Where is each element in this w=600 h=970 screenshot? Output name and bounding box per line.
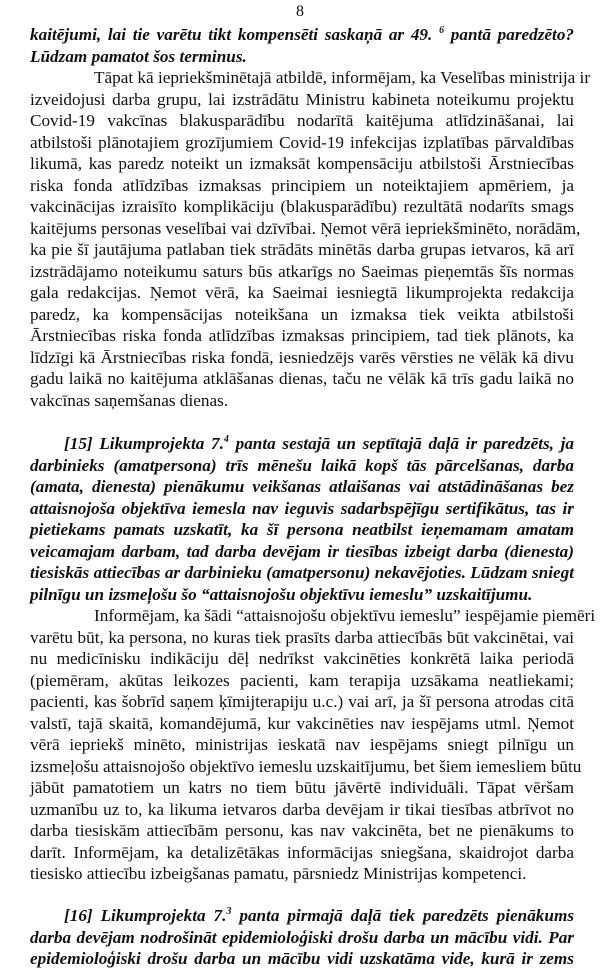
answer-14-line: likumā, kas paredz noteikt un izmaksāt kompensāciju atbilstoši Ārstniecības xyxy=(30,154,574,173)
question-16-line: epidemioloģiski drošu darba un mācību vidi uzskatāma vide, kurā ir zems xyxy=(30,949,574,968)
answer-15-line: Informējam, ka šādi “attaisnojošu objektīvu iemeslu” iespējamie piemēri xyxy=(94,606,596,625)
answer-14-line: Tāpat kā iepriekšminētajā atbildē, informējam, ka Veselības ministrija ir xyxy=(94,68,591,87)
answer-15-line: darba tiesiskām attiecībām personu, kas nav vakcinēta, bet ne pienākums to xyxy=(30,821,574,840)
question-15-line: (amata, dienesta) pienākumu veikšanas atlaišanas vai atstādināšanas bez xyxy=(30,477,574,496)
answer-14-line: gala redakcijas. Ņemot vērā, ka Saeimai iesniegtā likumprojekta redakcija xyxy=(30,283,574,302)
answer-15-line: vērā iepriekš minēto, ministrijas ieskatā nav iespējams sniegt pilnīgu un xyxy=(30,735,574,754)
answer-15-line: izsmeļošu attaisnojošo objektīvo iemeslu uzskaitījumu, bet šiem iemesliem būtu xyxy=(30,756,582,776)
answer-15-line: jābūt pamatotiem un katrs no tiem būtu jāvērtē individuāli. Tāpat vēršam xyxy=(30,778,574,797)
question-16-line: darba devējam nodrošināt epidemioloģiski drošu darba un mācību vidi. Par xyxy=(30,927,574,947)
page-number: 8 xyxy=(296,3,304,20)
question-15-line: veicamajam darbam, tad darba devējam ir tiesības izbeigt darba (dienesta) xyxy=(30,541,574,561)
answer-15-line: varētu būt, ka persona, no kuras tiek prasīts darba attiecībās būt vakcinētai, vai xyxy=(30,627,574,647)
question-15-line: tiesiskās attiecības ar darbinieku (amatpersonu) nekavējoties. Lūdzam sniegt xyxy=(30,563,574,582)
answer-14-line: vakcīnas saņemšanas dienas. xyxy=(30,390,229,410)
answer-15-line: tiesisko attiecību izbeigšanas pamatu, pārsniedz Ministrijas kompetenci. xyxy=(30,864,527,883)
answer-14-line: riska fonda atlīdzības izmaksas principiem un noteiktajiem apmēriem, ja xyxy=(30,175,574,195)
question-15-line: darbinieks (amatpersona) trīs mēnešu laikā kopš tās pārcelšanas, darba xyxy=(30,455,574,475)
answer-15-line: nu medicīnisku indikāciju dēļ nedrīkst vakcinēties konkrētā laika periodā xyxy=(30,649,574,668)
question-15-number: [15] xyxy=(64,434,93,453)
answer-14-line: paredz, ka kompensācijas noteikšana un izmaksa tiek veikta atbilstoši xyxy=(30,304,574,324)
answer-14-line: izstrādājamo noteikumu saturs būs atkarīgs no Saeimas pieņemtās šīs normas xyxy=(30,261,574,281)
answer-14-line: izveidojusi darba grupu, lai izstrādātu Ministru kabineta noteikumu projektu xyxy=(30,89,574,109)
answer-14-line: Ārstniecības riska fonda atlīdzības izmaksas principiem, tad tiek plānots, ka xyxy=(30,326,574,345)
question-16-line: [16] Likumprojekta 7.$^3$ panta pirmajā daļā tiek paredzēts pienākums xyxy=(64,906,575,925)
answer-14-line: Covid-19 vakcīnas blakusparādību nodarītā kaitējuma atlīdzināšanai, lai xyxy=(30,111,574,130)
answer-14-line: kaitējums personas veselībai vai dzīvībai. Ņemot vērā iepriekšminēto, norādām, xyxy=(30,218,581,238)
answer-15-line: valstī, tajā skaitā, komandējumā, kur vakcinēties nav iespējams utml. Ņemot xyxy=(30,713,574,733)
answer-14-line: vakcinācijas izraisīto komplikāciju (blakusparādību) rezultātā nodarīts smags xyxy=(30,197,574,216)
question-15-line: attaisnojoša objektīva iemesla nav ieguvis sadarbspējīgu sertifikātus, tas ir xyxy=(30,498,574,518)
answer-14-line: gadu laikā no kaitējuma atklāšanas dienas, taču ne vēlāk kā trīs gadu laikā no xyxy=(30,369,574,388)
question-16-number: [16] xyxy=(64,906,93,925)
answer-15-line: pacienti, kas šobrīd saņem ķīmijterapiju u.c.) vai arī, ja šī persona atrodas citā xyxy=(30,692,574,711)
answer-15-line: darīt. Informējam, ka detalizētākas informācijas sniegšana, skaidrojot darba xyxy=(30,842,574,862)
question-14-line: kaitējumi, lai tie varētu tikt kompensēti saskaņā ar 49. $^6$ pantā paredzēto? xyxy=(30,25,575,44)
answer-15-line: uzmanību uz to, ka likuma ietvaros darba devējam ir tikai tiesības atbrīvot no xyxy=(30,799,574,819)
question-14-line: Lūdzam pamatot šos terminus. xyxy=(30,46,247,66)
question-15-line: [15] Likumprojekta 7.$^4$ panta sestajā un septītajā daļā ir paredzēts, ja xyxy=(64,434,575,453)
question-15-line: pilnīgu un izsmeļošu šo “attaisnojošu objektīvu iemeslu” uzskaitījumu. xyxy=(30,584,533,604)
answer-14-line: ka pie šī jautājuma patlaban tiek strādāts minētās darba grupas ietvaros, kā arī xyxy=(30,240,574,259)
answer-14-line: atbilstoši plānotajiem grozījumiem Covid-19 infekcijas izplatības pārvaldības xyxy=(30,132,574,152)
answer-14-line: līdzīgi kā Ārstniecības riska fondā, iesniedzējs varēs vērsties ne vēlāk kā divu xyxy=(30,347,574,367)
answer-15-line: (piemēram, akūtas leikozes pacienti, kam terapija uzsākama neatliekami; xyxy=(30,670,574,690)
question-15-line: pietiekams pamats uzskatīt, ka šī persona neatbilst ieņemamam amatam xyxy=(30,520,574,539)
